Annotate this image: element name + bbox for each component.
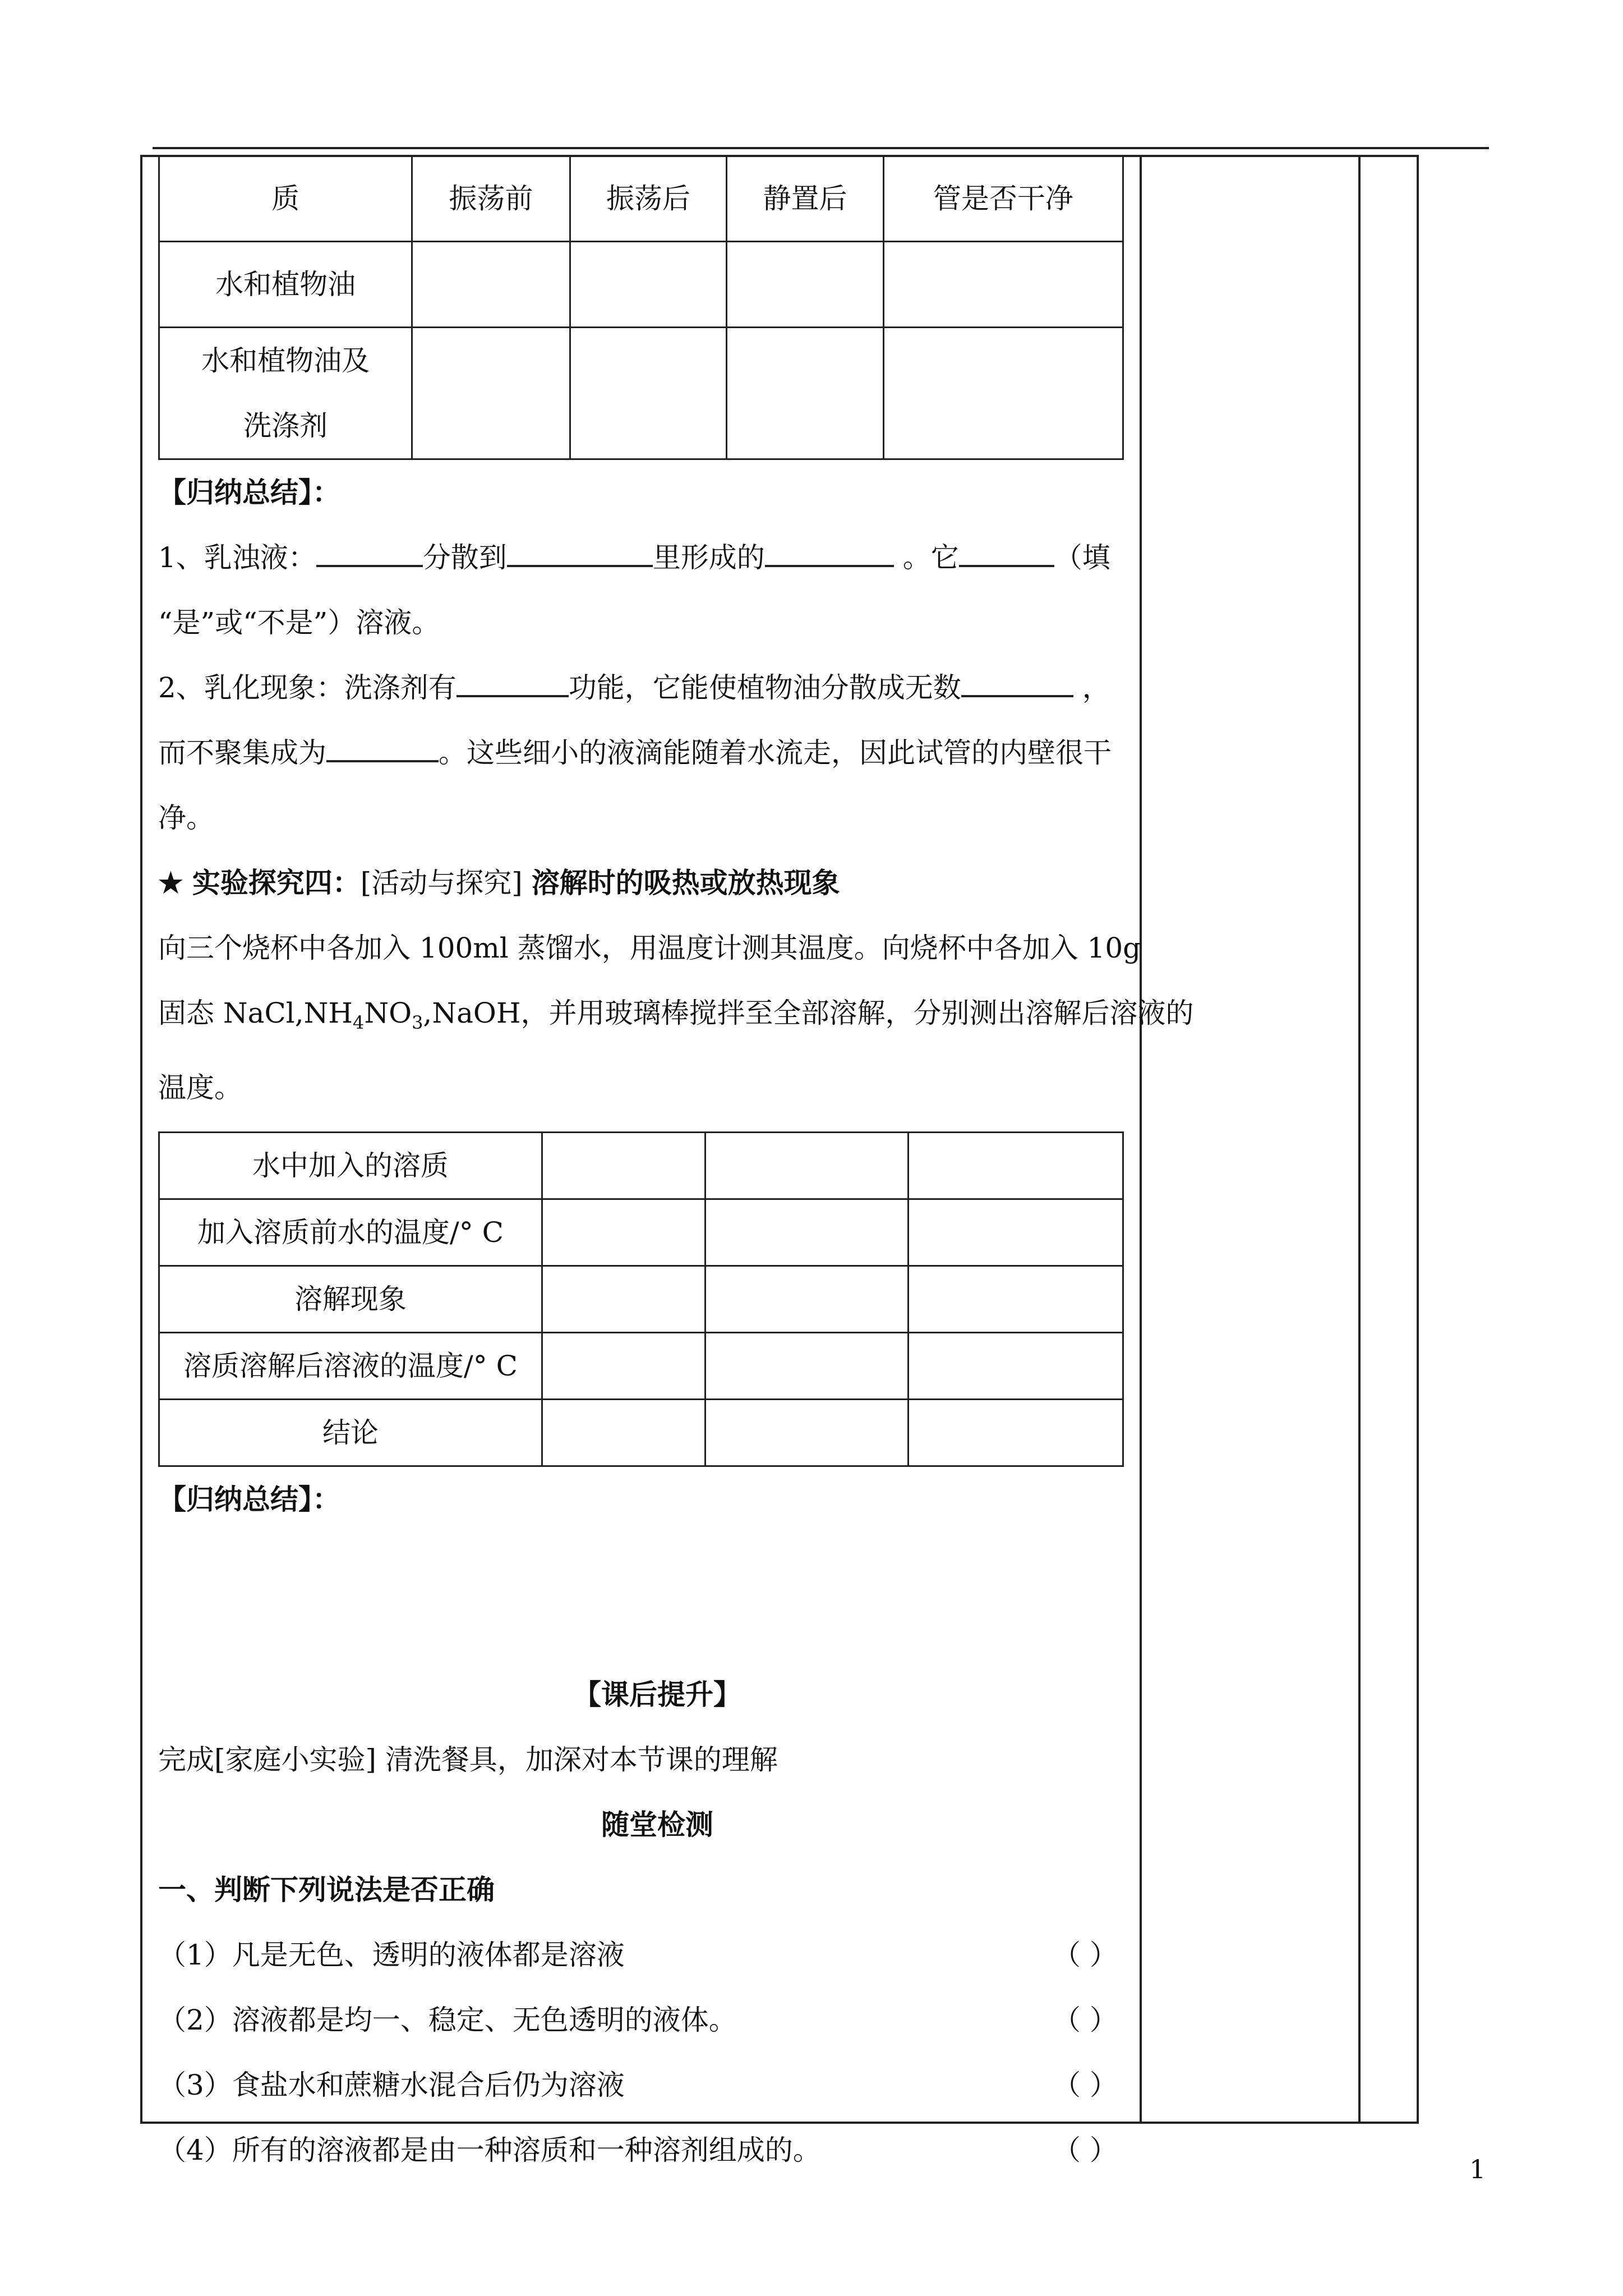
after-class-text: 完成[家庭小实验] 清洗餐具，加深对本节课的理解 bbox=[158, 1743, 778, 1776]
fill-blank[interactable] bbox=[959, 540, 1054, 567]
summary-item-2-line3: 净。 bbox=[158, 802, 214, 834]
summary-heading: 【归纳总结】： bbox=[158, 476, 340, 509]
table-row-label: 水中加入的溶质 bbox=[159, 1133, 542, 1199]
table-row-label: 结论 bbox=[159, 1400, 542, 1466]
table-cell bbox=[883, 328, 1123, 459]
table-row-label: 溶质溶解后溶液的温度/° C bbox=[159, 1333, 542, 1400]
quiz-section: 一、判断下列说法是否正确 bbox=[158, 1873, 495, 1906]
experiment-desc-2: 固态 $NaCl,NH_4NO_3,NaOH$，并用玻璃棒搅拌至全部溶解，分别测出溶解后溶液的 bbox=[158, 997, 1194, 1033]
table-cell bbox=[570, 242, 727, 328]
table-cell bbox=[412, 328, 570, 459]
table-header-cell: 振荡后 bbox=[570, 156, 727, 242]
quiz-item: （3）食盐水和蔗糖水混合后仍为溶液 （ ） bbox=[158, 2053, 1156, 2118]
fill-blank[interactable] bbox=[326, 735, 439, 762]
answer-paren[interactable]: （ ） bbox=[1053, 2134, 1118, 2166]
table-row bbox=[159, 328, 1123, 459]
quiz-item: （4）所有的溶液都是由一种溶质和一种溶剂组成的。 （ ） bbox=[158, 2118, 1156, 2183]
table-cell bbox=[727, 242, 884, 328]
table-header-cell: 静置后 bbox=[727, 156, 884, 242]
fill-blank[interactable] bbox=[961, 670, 1073, 697]
column-divider-2 bbox=[1358, 155, 1361, 2124]
table-row bbox=[159, 1400, 1123, 1466]
summary-item-2: 2、乳化现象：洗涤剂有 功能，它能使植物油分散成无数 ， bbox=[158, 671, 1110, 704]
table-cell bbox=[883, 242, 1123, 328]
table-row bbox=[159, 242, 1123, 328]
main-content bbox=[158, 155, 1194, 2183]
experiment-desc-3: 温度。 bbox=[158, 1071, 242, 1104]
header-rule bbox=[153, 147, 1489, 149]
quiz-item: （2）溶液都是均一、稳定、无色透明的液体。 （ ） bbox=[158, 1987, 1156, 2053]
table-row-label: 溶解现象 bbox=[159, 1266, 542, 1333]
summary-item-1: 1、乳浊液： 分散到 里形成的 。它 （填 bbox=[158, 541, 1110, 574]
table-row bbox=[159, 1333, 1123, 1400]
summary-item-2-line2: 而不聚集成为 。这些细小的液滴能随着水流走，因此试管的内壁很干 bbox=[158, 737, 1112, 769]
table-cell bbox=[412, 242, 570, 328]
answer-paren[interactable]: （ ） bbox=[1053, 2069, 1118, 2101]
quiz-item: （1）凡是无色、透明的液体都是溶液 （ ） bbox=[158, 1922, 1156, 1987]
summary-item-1-line2: “是”或“不是”）溶液。 bbox=[158, 606, 440, 639]
answer-paren[interactable]: （ ） bbox=[1053, 1939, 1118, 1971]
dissolution-table bbox=[158, 1131, 1124, 1467]
table-cell bbox=[727, 328, 884, 459]
summary-heading-2: 【归纳总结】： bbox=[158, 1483, 340, 1516]
quiz-heading: 随堂检测 bbox=[601, 1808, 713, 1841]
table-row bbox=[159, 1133, 1123, 1199]
table-row-label: 水和植物油及 洗涤剂 bbox=[159, 328, 412, 459]
table-row-label: 水和植物油 bbox=[159, 242, 412, 328]
fill-blank[interactable] bbox=[457, 670, 569, 697]
table-header-cell: 振荡前 bbox=[412, 156, 570, 242]
star-icon: ★ bbox=[158, 866, 183, 899]
table-header-cell: 管是否干净 bbox=[883, 156, 1123, 242]
after-class-heading: 【课后提升】 bbox=[573, 1678, 741, 1711]
page-number: 1 bbox=[1469, 2154, 1486, 2184]
table-header-cell: 质 bbox=[159, 156, 412, 242]
fill-blank[interactable] bbox=[316, 540, 423, 567]
table-row bbox=[159, 156, 1123, 242]
experiment-title: ★ 实验探究四：[活动与探究] 溶解时的吸热或放热现象 bbox=[158, 866, 840, 899]
experiment-desc-1: 向三个烧杯中各加入 100ml 蒸馏水，用温度计测其温度。向烧杯中各加入 10g bbox=[158, 932, 1141, 964]
table-row-label: 加入溶质前水的温度/° C bbox=[159, 1199, 542, 1266]
table-row bbox=[159, 1266, 1123, 1333]
table-row bbox=[159, 1199, 1123, 1266]
table-cell bbox=[570, 328, 727, 459]
emulsion-table bbox=[158, 155, 1124, 460]
answer-paren[interactable]: （ ） bbox=[1053, 2004, 1118, 2036]
fill-blank[interactable] bbox=[765, 540, 894, 567]
fill-blank[interactable] bbox=[507, 540, 653, 567]
